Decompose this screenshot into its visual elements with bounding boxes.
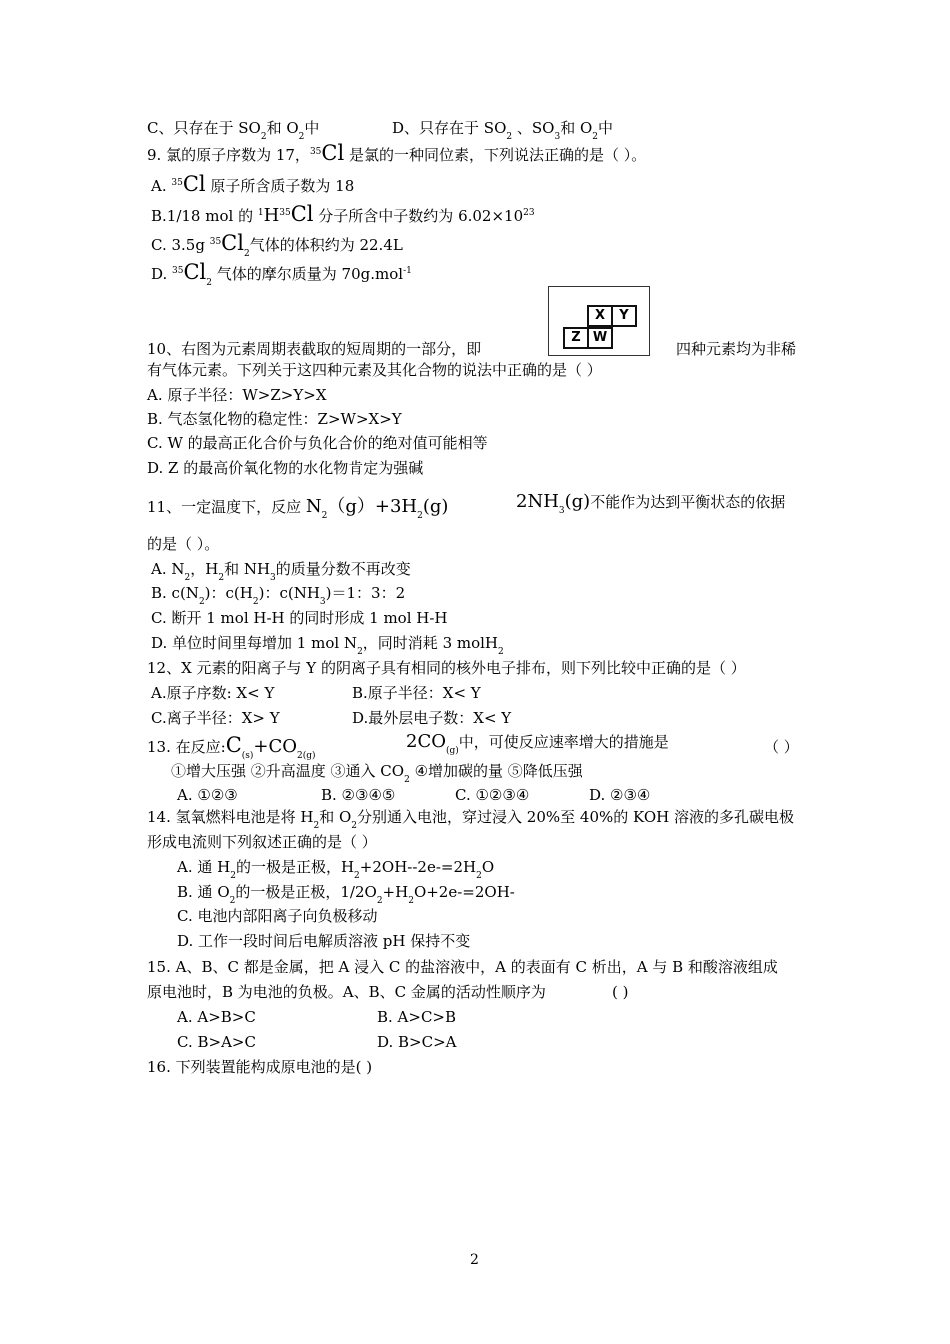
q10-option-d: D. Z 的最高价氧化物的水化物肯定为强碱: [147, 459, 424, 477]
q8-option-d: D、只存在于 $SO_2$ 、$SO_3$和 $O_2$中: [392, 119, 614, 142]
q13-product: $2CO_{(g)}$中，可使反应速率增大的措施是: [406, 731, 669, 756]
q10-stem-part2: 四种元素均为非稀: [676, 340, 797, 358]
periodic-table-fragment: [548, 286, 650, 356]
q11-option-a: A. $N_2$，$H_2$和 $NH_3$的质量分数不再改变: [151, 560, 411, 583]
q15-option-a: A. A>B>C: [177, 1008, 256, 1026]
q8-option-c: C、只存在于 $SO_2$和 $O_2$中: [147, 119, 320, 142]
q11-product: $2NH_3(g)$不能作为达到平衡状态的依据: [516, 491, 786, 516]
q10-option-c: C. W 的最高正化合价与负化合价的绝对值可能相等: [147, 434, 488, 452]
q9-option-d: D. $^{35}Cl_2$ 气体的摩尔质量为 70g.mol$^{-1}$: [151, 260, 412, 288]
q11-stem-line2: 的是（ ）。: [147, 535, 220, 553]
q16-stem: 16. 下列装置能构成原电池的是( ): [147, 1058, 373, 1076]
q13-choice-d: D. ②③④: [589, 786, 651, 804]
q15-stem-line2: 原电池时，B 为电池的负极。A、B、C 金属的活动性顺序为: [147, 983, 546, 1001]
element-x: X: [587, 305, 613, 327]
q9-option-a: A. $^{35}$Cl 原子所含质子数为 18: [151, 172, 355, 196]
q14-option-b: B. 通 $O_2$的一极是正极，$1/2O_2+H_2O+2e-=2OH-$: [177, 883, 515, 906]
q15-stem: 15. A、B、C 都是金属，把 A 浸入 C 的盐溶液中，A 的表面有 C 析出，A 与 B 和酸溶液组成: [147, 958, 778, 976]
q14-option-c: C. 电池内部阳离子向负极移动: [177, 907, 378, 925]
q9-option-c: C. 3.5g $^{35}Cl_2$气体的体积约为 22.4L: [151, 231, 403, 259]
q12-option-a: A.原子序数: X< Y: [151, 684, 275, 702]
q10-stem-line2: 有气体元素。下列关于这四种元素及其化合物的说法中正确的是（ ）: [147, 361, 602, 379]
q13-choice-b: B. ②③④⑤: [321, 786, 396, 804]
q13-answer-paren: （ ）: [764, 738, 799, 756]
q12-option-b: B.原子半径：X< Y: [352, 684, 481, 702]
page-number: 2: [470, 1252, 479, 1268]
q14-option-a: A. 通 $H_2$的一极是正极，$H_2+2OH--2e-=2H_2O$: [177, 858, 495, 881]
q12-option-c: C.离子半径：X> Y: [151, 709, 280, 727]
q9-option-b: B.1/18 mol 的 $^1H^{35}Cl$ 分子所含中子数约为 $6.02\times 10^{23}$: [151, 202, 535, 226]
q11-option-d: D. 单位时间里每增加 1 mol $N_2$，同时消耗 3 molH$_2$: [151, 634, 504, 657]
q13-stem: 13. 在反应$:C_{(s)}+CO_{2(g)}$: [147, 733, 316, 761]
q15-answer-paren: ( ): [612, 983, 629, 1001]
q10-option-b: B. 气态氢化物的稳定性：Z>W>X>Y: [147, 410, 402, 428]
element-z: Z: [563, 327, 589, 349]
q15-option-d: D. B>C>A: [377, 1033, 457, 1051]
q10-option-a: A. 原子半径：W>Z>Y>X: [147, 386, 327, 404]
q12-option-d: D.最外层电子数：X< Y: [352, 709, 512, 727]
q14-stem-line2: 形成电流则下列叙述正确的是（ ）: [147, 833, 377, 851]
q13-options: ①增大压强 ②升高温度 ③通入 $CO_2$ ④增加碳的量 ⑤降低压强: [171, 762, 583, 785]
q11-option-b: B. $c(N_2)$：$c(H_2)$：$c(NH_3)=1$：3：2: [151, 584, 406, 607]
q14-stem: 14. 氢氧燃料电池是将 $H_2$和 $O_2$分别通入电池，穿过浸入 20%至 40%的 KOH 溶液的多孔碳电极: [147, 808, 794, 831]
q11-option-c: C. 断开 1 mol H-H 的同时形成 1 mol H-H: [151, 609, 448, 627]
q15-option-b: B. A>C>B: [377, 1008, 457, 1026]
q11-stem: 11、一定温度下，反应 $N_2(g)+3H_2(g)$: [147, 496, 449, 521]
q10-stem-part1: 10、右图为元素周期表截取的短周期的一部分，即: [147, 340, 482, 358]
q15-option-c: C. B>A>C: [177, 1033, 256, 1051]
q13-choice-a: A. ①②③: [177, 786, 238, 804]
q14-option-d: D. 工作一段时间后电解质溶液 pH 保持不变: [177, 932, 471, 950]
q12-stem: 12、X 元素的阳离子与 Y 的阴离子具有相同的核外电子排布，则下列比较中正确的是（ ）: [147, 659, 746, 677]
element-w: W: [587, 327, 613, 349]
q13-choice-c: C. ①②③④: [455, 786, 530, 804]
q9-stem: 9. 氯的原子序数为 17，$^{35}$Cl 是氯的一种同位素，下列说法正确的是（ ）。: [147, 141, 647, 165]
element-y: Y: [611, 305, 637, 327]
